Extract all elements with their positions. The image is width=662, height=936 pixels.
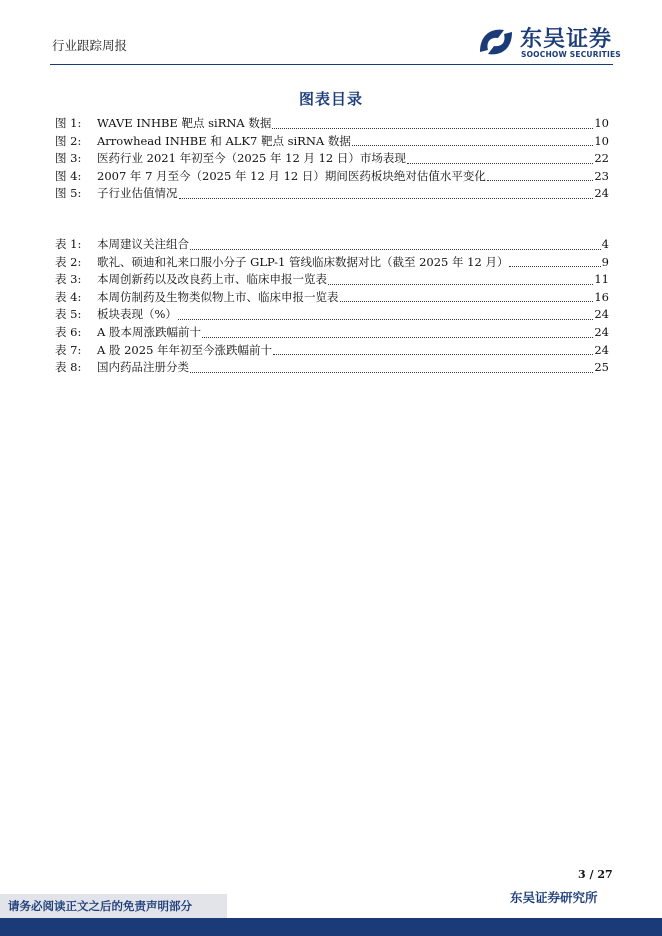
toc-entry-page: 16 (594, 289, 609, 304)
table-toc-entry[interactable] (55, 342, 609, 360)
table-list (55, 236, 609, 377)
toc-entry-page: 9 (601, 254, 609, 269)
toc-entry-title: WAVE INHBE 靶点 siRNA 数据 (97, 116, 272, 130)
toc-entry-label: 表 5: (55, 307, 82, 322)
brand-name-cn: 东吴证券 (520, 27, 613, 52)
header-divider (50, 64, 613, 65)
toc-entry-page: 25 (594, 360, 609, 375)
toc-entry-label: 表 6: (55, 324, 82, 339)
toc-leader-dots (340, 301, 594, 302)
toc-entry-label: 图 5: (55, 186, 82, 201)
table-toc-entry[interactable] (55, 254, 609, 272)
footer-bar (0, 918, 662, 936)
toc-leader-dots (509, 266, 600, 267)
toc-entry-title: 子行业估值情况 (97, 186, 178, 201)
toc-entry-label: 表 2: (55, 254, 82, 269)
figure-toc-entry[interactable] (55, 115, 609, 133)
table-toc-entry[interactable] (55, 236, 609, 254)
toc-entry-label: 表 8: (55, 360, 82, 375)
toc-entry-label: 图 3: (55, 151, 82, 166)
toc-entry-label: 表 4: (55, 289, 82, 304)
table-toc-entry[interactable] (55, 306, 609, 324)
toc-leader-dots (190, 372, 593, 373)
toc-entry-label: 图 4: (55, 168, 82, 183)
disclaimer-notice: 请务必阅读正文之后的免责声明部分 (0, 894, 227, 918)
toc-entry-title: 本周建议关注组合 (97, 237, 189, 251)
toc-entry-title: 2007 年 7 月至今（2025 年 12 月 12 日）期间医药板块绝对估值水平变化 (97, 168, 486, 183)
footer-brand: 东吴证券研究所 (510, 890, 598, 905)
soochow-logo-icon (476, 24, 516, 60)
brand-name-en: SOOCHOW SECURITIES (521, 50, 621, 59)
toc-entry-page: 10 (594, 116, 609, 130)
figure-toc-entry[interactable] (55, 168, 609, 186)
toc-entry-page: 24 (594, 307, 609, 322)
report-type: 行业跟踪周报 (52, 38, 128, 53)
toc-leader-dots (272, 128, 593, 129)
table-toc-entry[interactable] (55, 359, 609, 377)
toc-leader-dots (487, 180, 594, 181)
toc-entry-page: 24 (594, 342, 609, 357)
toc-entry-title: 医药行业 2021 年初至今（2025 年 12 月 12 日）市场表现 (97, 151, 406, 166)
toc-title: 图表目录 (298, 90, 363, 108)
toc-entry-page: 4 (601, 237, 609, 251)
toc-entry-title: Arrowhead INHBE 和 ALK7 靶点 siRNA 数据 (97, 133, 351, 148)
toc-leader-dots (352, 145, 593, 146)
toc-entry-label: 图 2: (55, 133, 82, 148)
toc-entry-label: 表 7: (55, 342, 82, 357)
toc-entry-page: 10 (594, 133, 609, 148)
page-number: 3 / 27 (578, 868, 613, 881)
soochow-logo (476, 24, 626, 60)
toc-entry-title: 歌礼、硕迪和礼来口服小分子 GLP-1 管线临床数据对比（截至 2025 年 12 月） (97, 254, 509, 269)
toc-entry-title: 国内药品注册分类 (97, 360, 189, 375)
toc-leader-dots (407, 163, 593, 164)
toc-leader-dots (273, 354, 593, 355)
toc-leader-dots (328, 284, 593, 285)
toc-entry-page: 11 (594, 272, 609, 287)
toc-entry-title: A 股本周涨跌幅前十 (97, 324, 201, 339)
toc-entry-title: 本周创新药以及改良药上市、临床申报一览表 (97, 272, 327, 287)
toc-entry-label: 表 3: (55, 272, 82, 287)
toc-entry-page: 22 (594, 151, 609, 166)
toc-leader-dots (202, 337, 593, 338)
toc-leader-dots (190, 249, 601, 250)
figure-toc-entry[interactable] (55, 133, 609, 151)
table-toc-entry[interactable] (55, 324, 609, 342)
toc-entry-label: 表 1: (55, 237, 82, 251)
toc-leader-dots (179, 198, 594, 199)
toc-leader-dots (178, 319, 593, 320)
toc-entry-label: 图 1: (55, 116, 82, 130)
toc-entry-page: 24 (594, 324, 609, 339)
table-toc-entry[interactable] (55, 289, 609, 307)
figure-list (55, 115, 609, 203)
toc-entry-title: 本周仿制药及生物类似物上市、临床申报一览表 (97, 289, 339, 304)
toc-entry-title: 板块表现（%） (97, 307, 177, 322)
table-toc-entry[interactable] (55, 271, 609, 289)
figure-toc-entry[interactable] (55, 185, 609, 203)
toc-entry-page: 24 (594, 186, 609, 201)
toc-entry-page: 23 (594, 168, 609, 183)
figure-toc-entry[interactable] (55, 150, 609, 168)
toc-entry-title: A 股 2025 年年初至今涨跌幅前十 (97, 342, 273, 357)
